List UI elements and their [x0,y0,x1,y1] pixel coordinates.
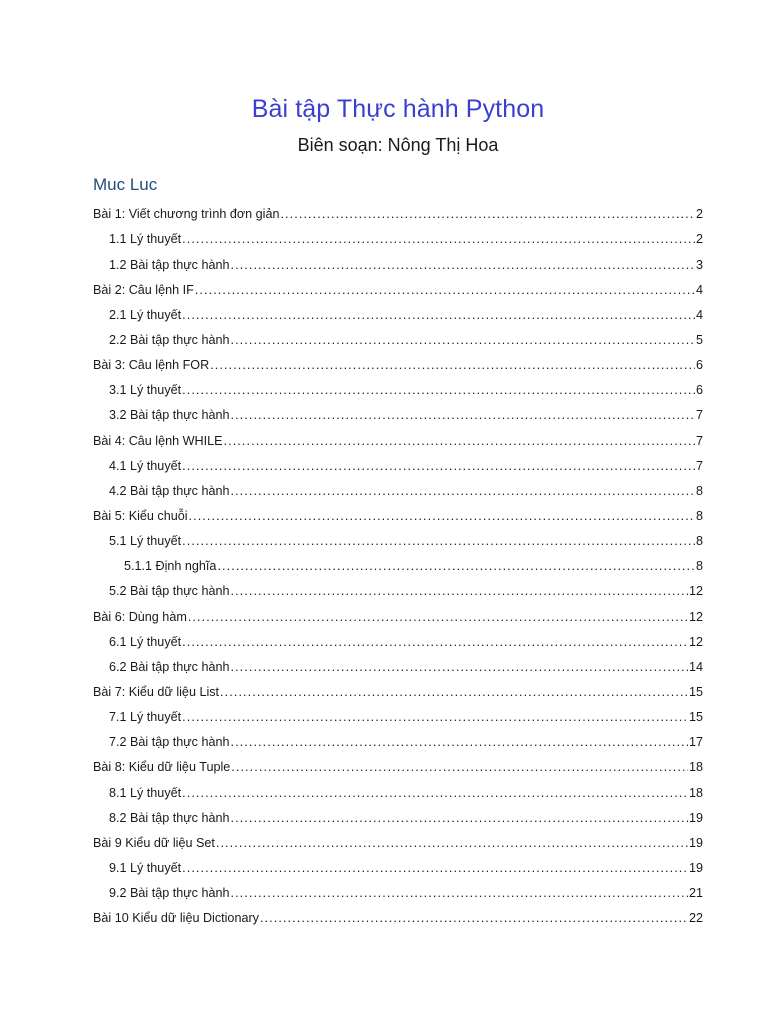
toc-entry-text: Bài 7: Kiểu dữ liệu List [93,684,220,699]
toc-leader-dots [217,560,695,573]
toc-entry-page: 12 [688,584,703,599]
toc-entry-page: 14 [688,659,703,674]
toc-entry-page: 15 [688,684,703,699]
toc-entry-page: 19 [688,810,703,825]
toc-entry[interactable] [93,554,703,579]
toc-entry-text: 5.1.1 Định nghĩa [124,559,217,574]
toc-entry-text: 4.1 Lý thuyết [109,458,182,473]
toc-entry[interactable] [93,680,703,705]
toc-entry-text: 8.2 Bài tập thực hành [109,810,230,825]
toc-entry-text: 9.1 Lý thuyết [109,860,182,875]
table-of-contents [93,202,703,931]
toc-entry[interactable] [93,705,703,730]
toc-entry-text: 3.1 Lý thuyết [109,383,182,398]
toc-leader-dots [230,409,695,422]
toc-entry-page: 12 [688,634,703,649]
toc-leader-dots [216,837,688,850]
toc-entry-page: 18 [688,760,703,775]
toc-entry[interactable] [93,604,703,629]
toc-leader-dots [188,611,688,624]
toc-entry[interactable] [93,202,703,227]
toc-entry[interactable] [93,730,703,755]
toc-entry-text: 8.1 Lý thuyết [109,785,182,800]
toc-leader-dots [230,259,695,272]
toc-entry-text: 5.1 Lý thuyết [109,534,182,549]
toc-leader-dots [182,862,688,875]
toc-leader-dots [189,510,695,523]
toc-entry-page: 8 [695,508,703,523]
toc-entry-text: 2.1 Lý thuyết [109,307,182,322]
toc-entry-page: 2 [695,207,703,222]
toc-leader-dots [224,435,695,448]
document-title: Bài tập Thực hành Python [251,95,545,123]
toc-entry-text: Bài 6: Dùng hàm [93,609,187,624]
toc-entry[interactable] [93,328,703,353]
toc-entry-text: Bài 8: Kiểu dữ liệu Tuple [93,760,231,775]
toc-entry-page: 17 [688,735,703,750]
toc-entry[interactable] [93,856,703,881]
toc-entry-text: 1.2 Bài tập thực hành [109,257,230,272]
toc-entry[interactable] [93,755,703,780]
toc-leader-dots [280,208,695,221]
toc-entry-page: 21 [688,886,703,901]
toc-entry-page: 8 [695,559,703,574]
toc-entry-page: 4 [695,282,703,297]
toc-entry[interactable] [93,529,703,554]
toc-leader-dots [182,460,695,473]
toc-leader-dots [230,736,688,749]
toc-entry[interactable] [93,277,703,302]
toc-leader-dots [230,485,695,498]
toc-entry-page: 15 [688,710,703,725]
toc-leader-dots [231,761,688,774]
toc-entry-page: 5 [695,332,703,347]
toc-entry-text: 5.2 Bài tập thực hành [109,584,230,599]
toc-entry[interactable] [93,453,703,478]
toc-entry[interactable] [93,303,703,328]
toc-entry-page: 22 [688,911,703,926]
toc-entry-page: 7 [695,408,703,423]
toc-entry[interactable] [93,378,703,403]
toc-leader-dots [230,585,688,598]
toc-entry[interactable] [93,831,703,856]
toc-leader-dots [260,912,688,925]
toc-entry-text: Bài 1: Viết chương trình đơn giản [93,207,280,222]
toc-leader-dots [220,686,688,699]
toc-entry-page: 18 [688,785,703,800]
toc-entry[interactable] [93,479,703,504]
toc-entry-text: 1.1 Lý thuyết [109,232,182,247]
toc-entry-page: 12 [688,609,703,624]
toc-entry-text: 7.2 Bài tập thực hành [109,735,230,750]
toc-entry-page: 19 [688,860,703,875]
toc-entry-page: 7 [695,458,703,473]
toc-entry-text: 7.1 Lý thuyết [109,710,182,725]
toc-leader-dots [182,711,688,724]
document-author: Biên soạn: Nông Thị Hoa [297,135,499,155]
toc-entry-page: 8 [695,483,703,498]
toc-entry[interactable] [93,579,703,604]
toc-heading: Muc Luc [93,175,158,194]
toc-entry-page: 2 [695,232,703,247]
toc-leader-dots [210,359,695,372]
toc-leader-dots [230,334,695,347]
toc-entry-text: Bài 5: Kiểu chuỗi [93,508,188,523]
toc-entry[interactable] [93,906,703,931]
toc-entry-page: 19 [688,835,703,850]
toc-entry-page: 6 [695,358,703,373]
toc-leader-dots [182,309,695,322]
toc-leader-dots [230,661,688,674]
toc-entry-page: 7 [695,433,703,448]
toc-leader-dots [182,384,695,397]
toc-leader-dots [182,787,688,800]
toc-leader-dots [230,887,688,900]
toc-leader-dots [195,284,695,297]
toc-entry-text: Bài 2: Câu lệnh IF [93,282,194,297]
toc-entry-page: 8 [695,534,703,549]
toc-entry-text: Bài 4: Câu lệnh WHILE [93,433,223,448]
toc-entry-text: Bài 9 Kiểu dữ liệu Set [93,835,215,850]
toc-entry[interactable] [93,353,703,378]
toc-leader-dots [230,812,688,825]
toc-entry[interactable] [93,780,703,805]
toc-entry[interactable] [93,504,703,529]
toc-entry[interactable] [93,881,703,906]
toc-entry-page: 4 [695,307,703,322]
toc-entry-text: 9.2 Bài tập thực hành [109,886,230,901]
toc-leader-dots [182,233,695,246]
toc-entry[interactable] [93,428,703,453]
toc-entry[interactable] [93,805,703,830]
toc-entry-text: 4.2 Bài tập thực hành [109,483,230,498]
toc-entry[interactable] [93,403,703,428]
toc-entry[interactable] [93,252,703,277]
toc-leader-dots [182,636,688,649]
toc-entry-page: 3 [695,257,703,272]
toc-entry-page: 6 [695,383,703,398]
toc-entry-text: 6.1 Lý thuyết [109,634,182,649]
toc-entry-text: Bài 10 Kiểu dữ liệu Dictionary [93,911,259,926]
toc-entry-text: 2.2 Bài tập thực hành [109,332,230,347]
toc-entry-text: 6.2 Bài tập thực hành [109,659,230,674]
toc-entry-text: 3.2 Bài tập thực hành [109,408,230,423]
toc-entry-text: Bài 3: Câu lệnh FOR [93,358,210,373]
toc-entry[interactable] [93,629,703,654]
toc-entry[interactable] [93,227,703,252]
toc-entry[interactable] [93,655,703,680]
toc-leader-dots [182,535,695,548]
